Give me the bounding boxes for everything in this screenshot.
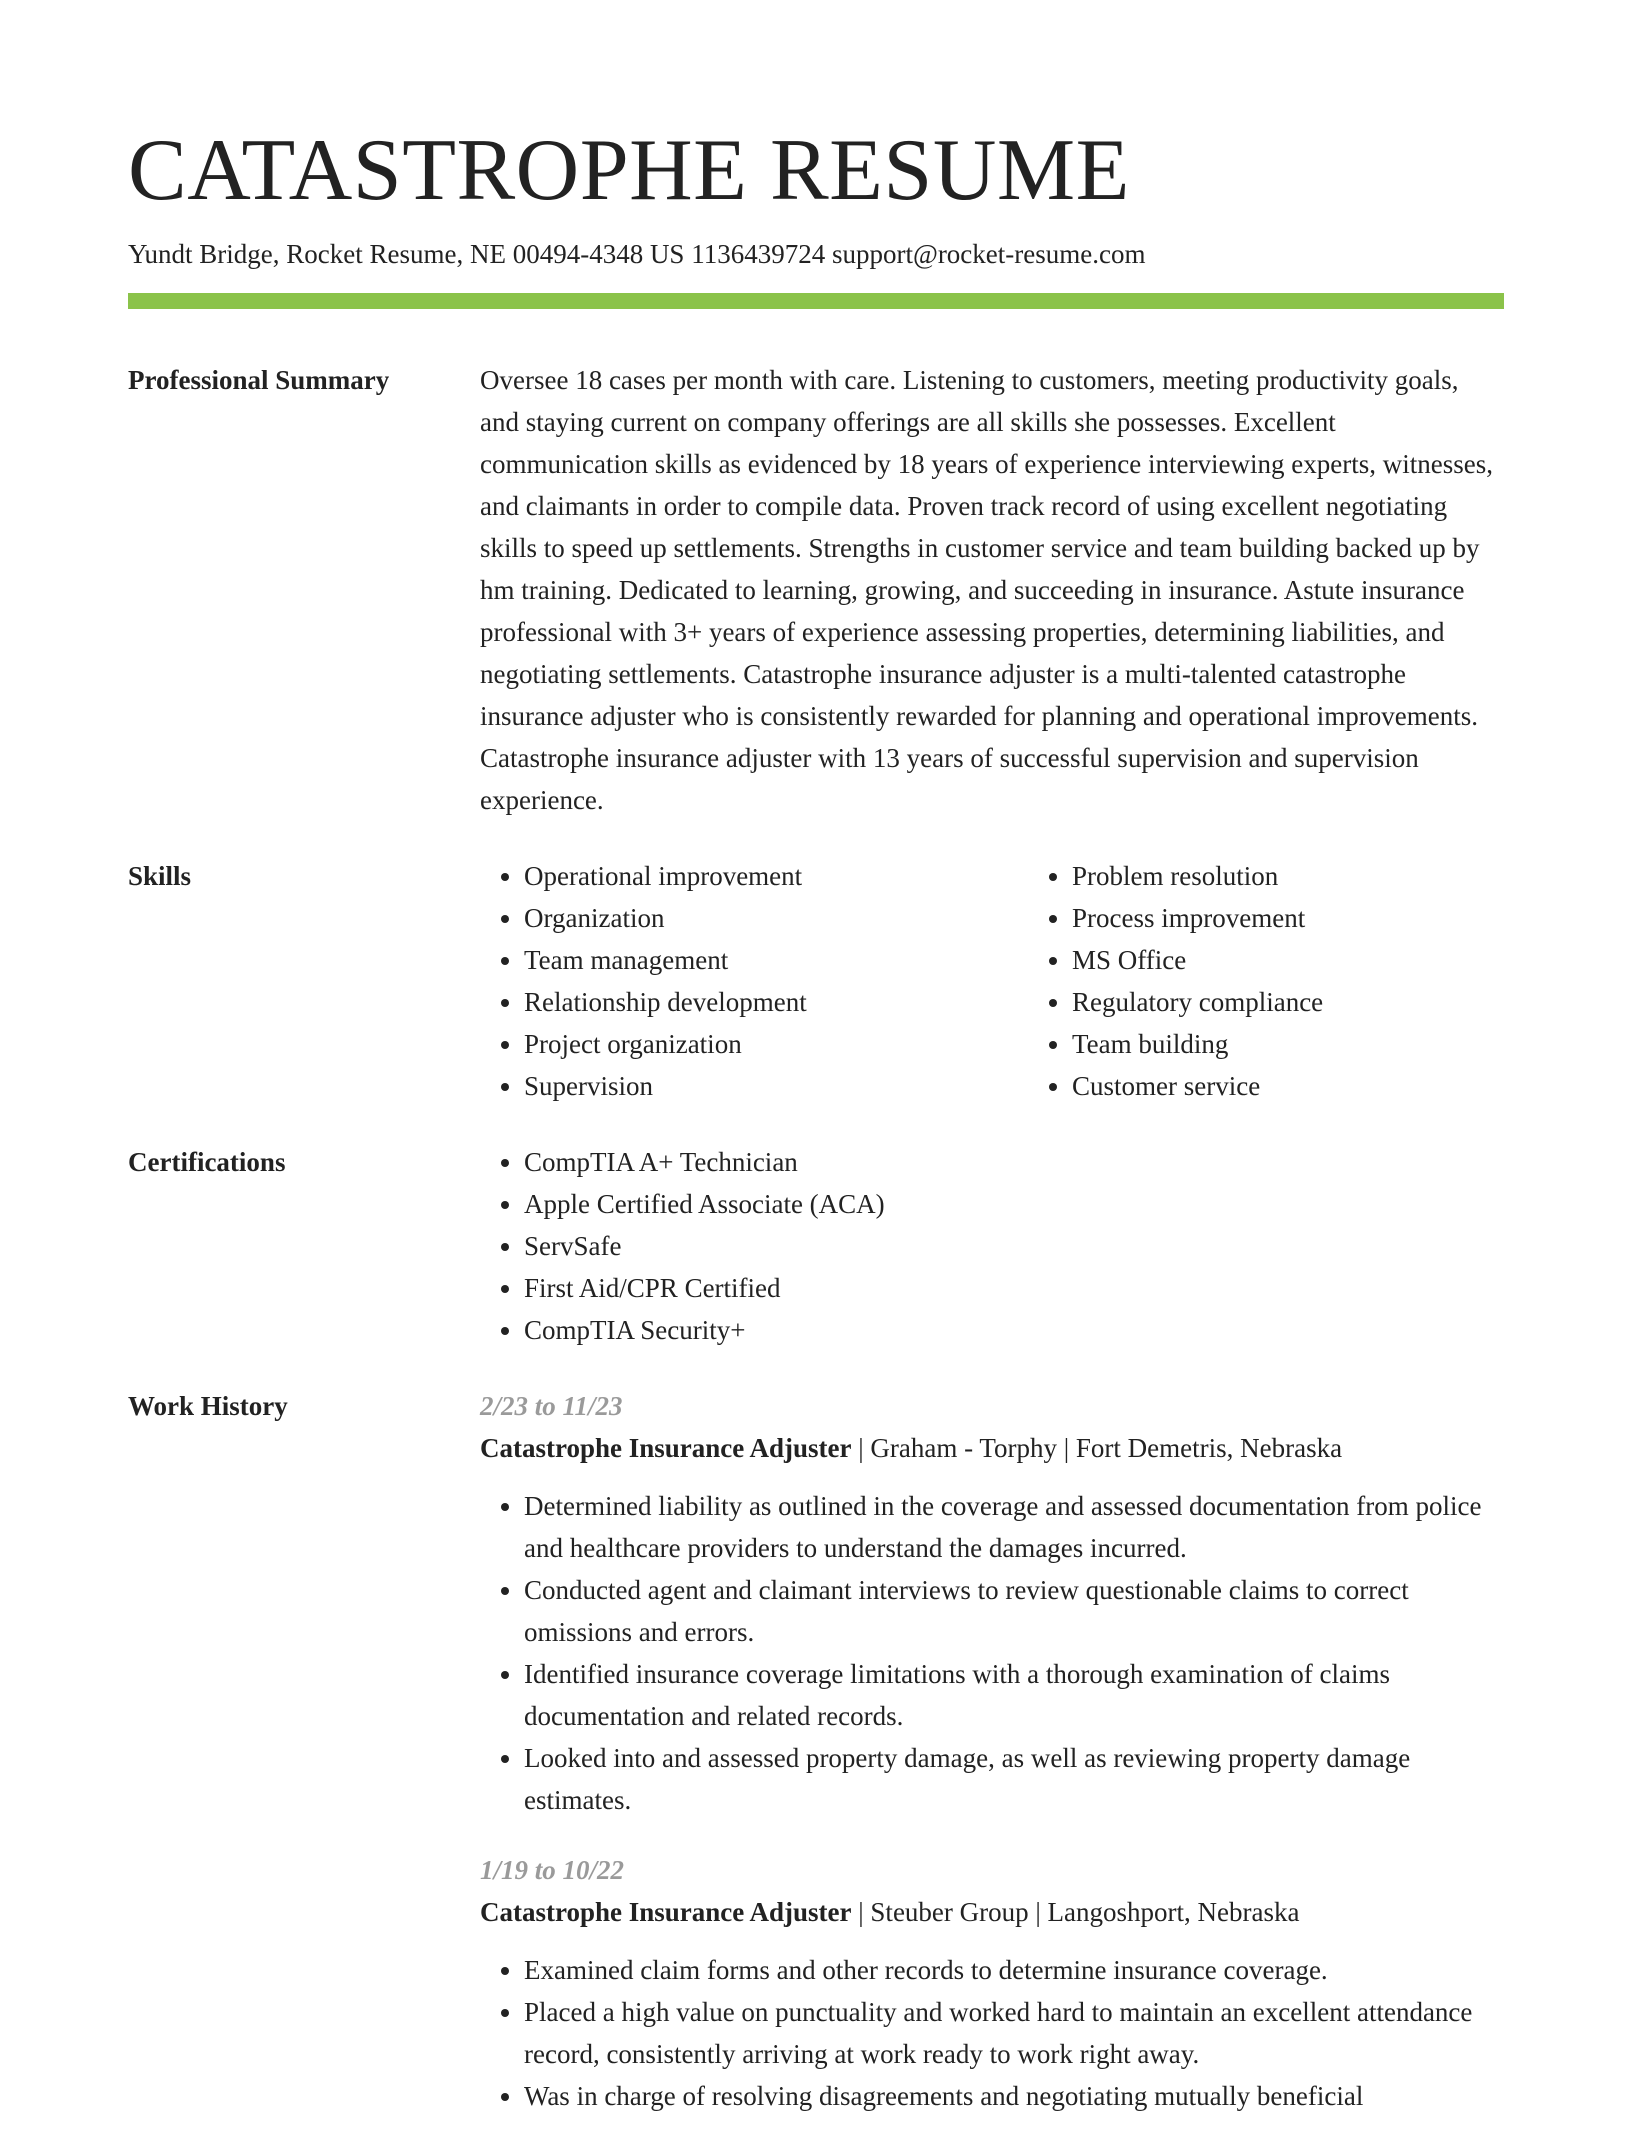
certifications-section: [128, 1141, 1504, 1351]
certifications-title: Certifications: [128, 1147, 286, 1177]
job-heading: [480, 1891, 1504, 1933]
job-title: Catastrophe Insurance Adjuster: [480, 1897, 852, 1927]
skill-item: • Regulatory compliance: [1072, 981, 1576, 1023]
job-bullet: • Looked into and assessed property damage, as well as reviewing property damage estimates.: [524, 1737, 1504, 1821]
contact-line: Yundt Bridge, Rocket Resume, NE 00494-4348 US 1136439724 support@rocket-resume.com: [128, 239, 1146, 269]
accent-divider: [128, 293, 1504, 309]
skill-item: • Project organization: [524, 1023, 1028, 1065]
summary-section: [128, 359, 1504, 821]
certification-item: • Apple Certified Associate (ACA): [524, 1183, 1504, 1225]
skills-list-left: [480, 855, 1028, 1107]
skill-item: • Process improvement: [1072, 897, 1576, 939]
resume-name: CATASTROPHE RESUME: [128, 122, 1130, 219]
skills-title: Skills: [128, 861, 192, 891]
job-bullet: • Was in charge of resolving disagreements and negotiating mutually beneficial: [524, 2075, 1504, 2117]
job-bullet: • Determined liability as outlined in the coverage and assessed documentation from police and healthcare providers to understand the damages incurred.: [524, 1485, 1504, 1569]
skill-item: • Relationship development: [524, 981, 1028, 1023]
job-company-location: | Graham - Torphy | Fort Demetris, Nebraska: [851, 1433, 1343, 1463]
skill-item: • Team management: [524, 939, 1028, 981]
job-title: Catastrophe Insurance Adjuster: [480, 1433, 852, 1463]
skill-item: • Organization: [524, 897, 1028, 939]
job-entry: [480, 1385, 1504, 1821]
skill-item: • Operational improvement: [524, 855, 1028, 897]
certification-item: • First Aid/CPR Certified: [524, 1267, 1504, 1309]
certifications-list: [480, 1141, 1504, 1351]
work-history-section: [128, 1385, 1504, 2145]
job-bullet: • Placed a high value on punctuality and worked hard to maintain an excellent attendance record, consistently arriving at work ready to work right away.: [524, 1991, 1504, 2075]
skill-item: • Supervision: [524, 1065, 1028, 1107]
skill-item: • Customer service: [1072, 1065, 1576, 1107]
certification-item: • CompTIA Security+: [524, 1309, 1504, 1351]
job-heading: [480, 1427, 1504, 1469]
job-dates: 1/19 to 10/22: [480, 1855, 625, 1885]
skill-item: • MS Office: [1072, 939, 1576, 981]
skills-list-right: [1028, 855, 1576, 1107]
job-dates: 2/23 to 11/23: [480, 1391, 623, 1421]
job-entry: [480, 1849, 1504, 2117]
resume-page: [128, 0, 1504, 2145]
job-bullet: • Examined claim forms and other records to determine insurance coverage.: [524, 1949, 1504, 1991]
job-bullet: • Conducted agent and claimant interviews to review questionable claims to correct omissions and errors.: [524, 1569, 1504, 1653]
skills-section: [128, 855, 1504, 1107]
certification-item: • CompTIA A+ Technician: [524, 1141, 1504, 1183]
job-bullet: • Identified insurance coverage limitations with a thorough examination of claims documentation and related records.: [524, 1653, 1504, 1737]
summary-title: Professional Summary: [128, 365, 390, 395]
certification-item: • ServSafe: [524, 1225, 1504, 1267]
job-company-location: | Steuber Group | Langoshport, Nebraska: [851, 1897, 1300, 1927]
work-history-title: Work History: [128, 1391, 288, 1421]
skill-item: • Team building: [1072, 1023, 1576, 1065]
summary-text: Oversee 18 cases per month with care. Listening to customers, meeting productivity goals, and staying current on company offerings are all skills she possesses. Excellent communication skills as evidenced by 18 years of experience interviewing experts, witnesses, and claimants in order to compile data. Proven track record of using excellent negotiating skills to speed up settlements. Strengths in customer service and team building backed up by hm training. Dedicated to learning, growing, and succeeding in insurance. Astute insurance professional with 3+ years of experience assessing properties, determining liabilities, and negotiating settlements. Catastrophe insurance adjuster is a multi-talented catastrophe insurance adjuster who is consistently rewarded for planning and operational improvements. Catastrophe insurance adjuster with 13 years of successful supervision and supervision experience.: [480, 365, 1493, 815]
job-bullets: [480, 1949, 1504, 2117]
job-bullets: [480, 1485, 1504, 1821]
skill-item: • Problem resolution: [1072, 855, 1576, 897]
